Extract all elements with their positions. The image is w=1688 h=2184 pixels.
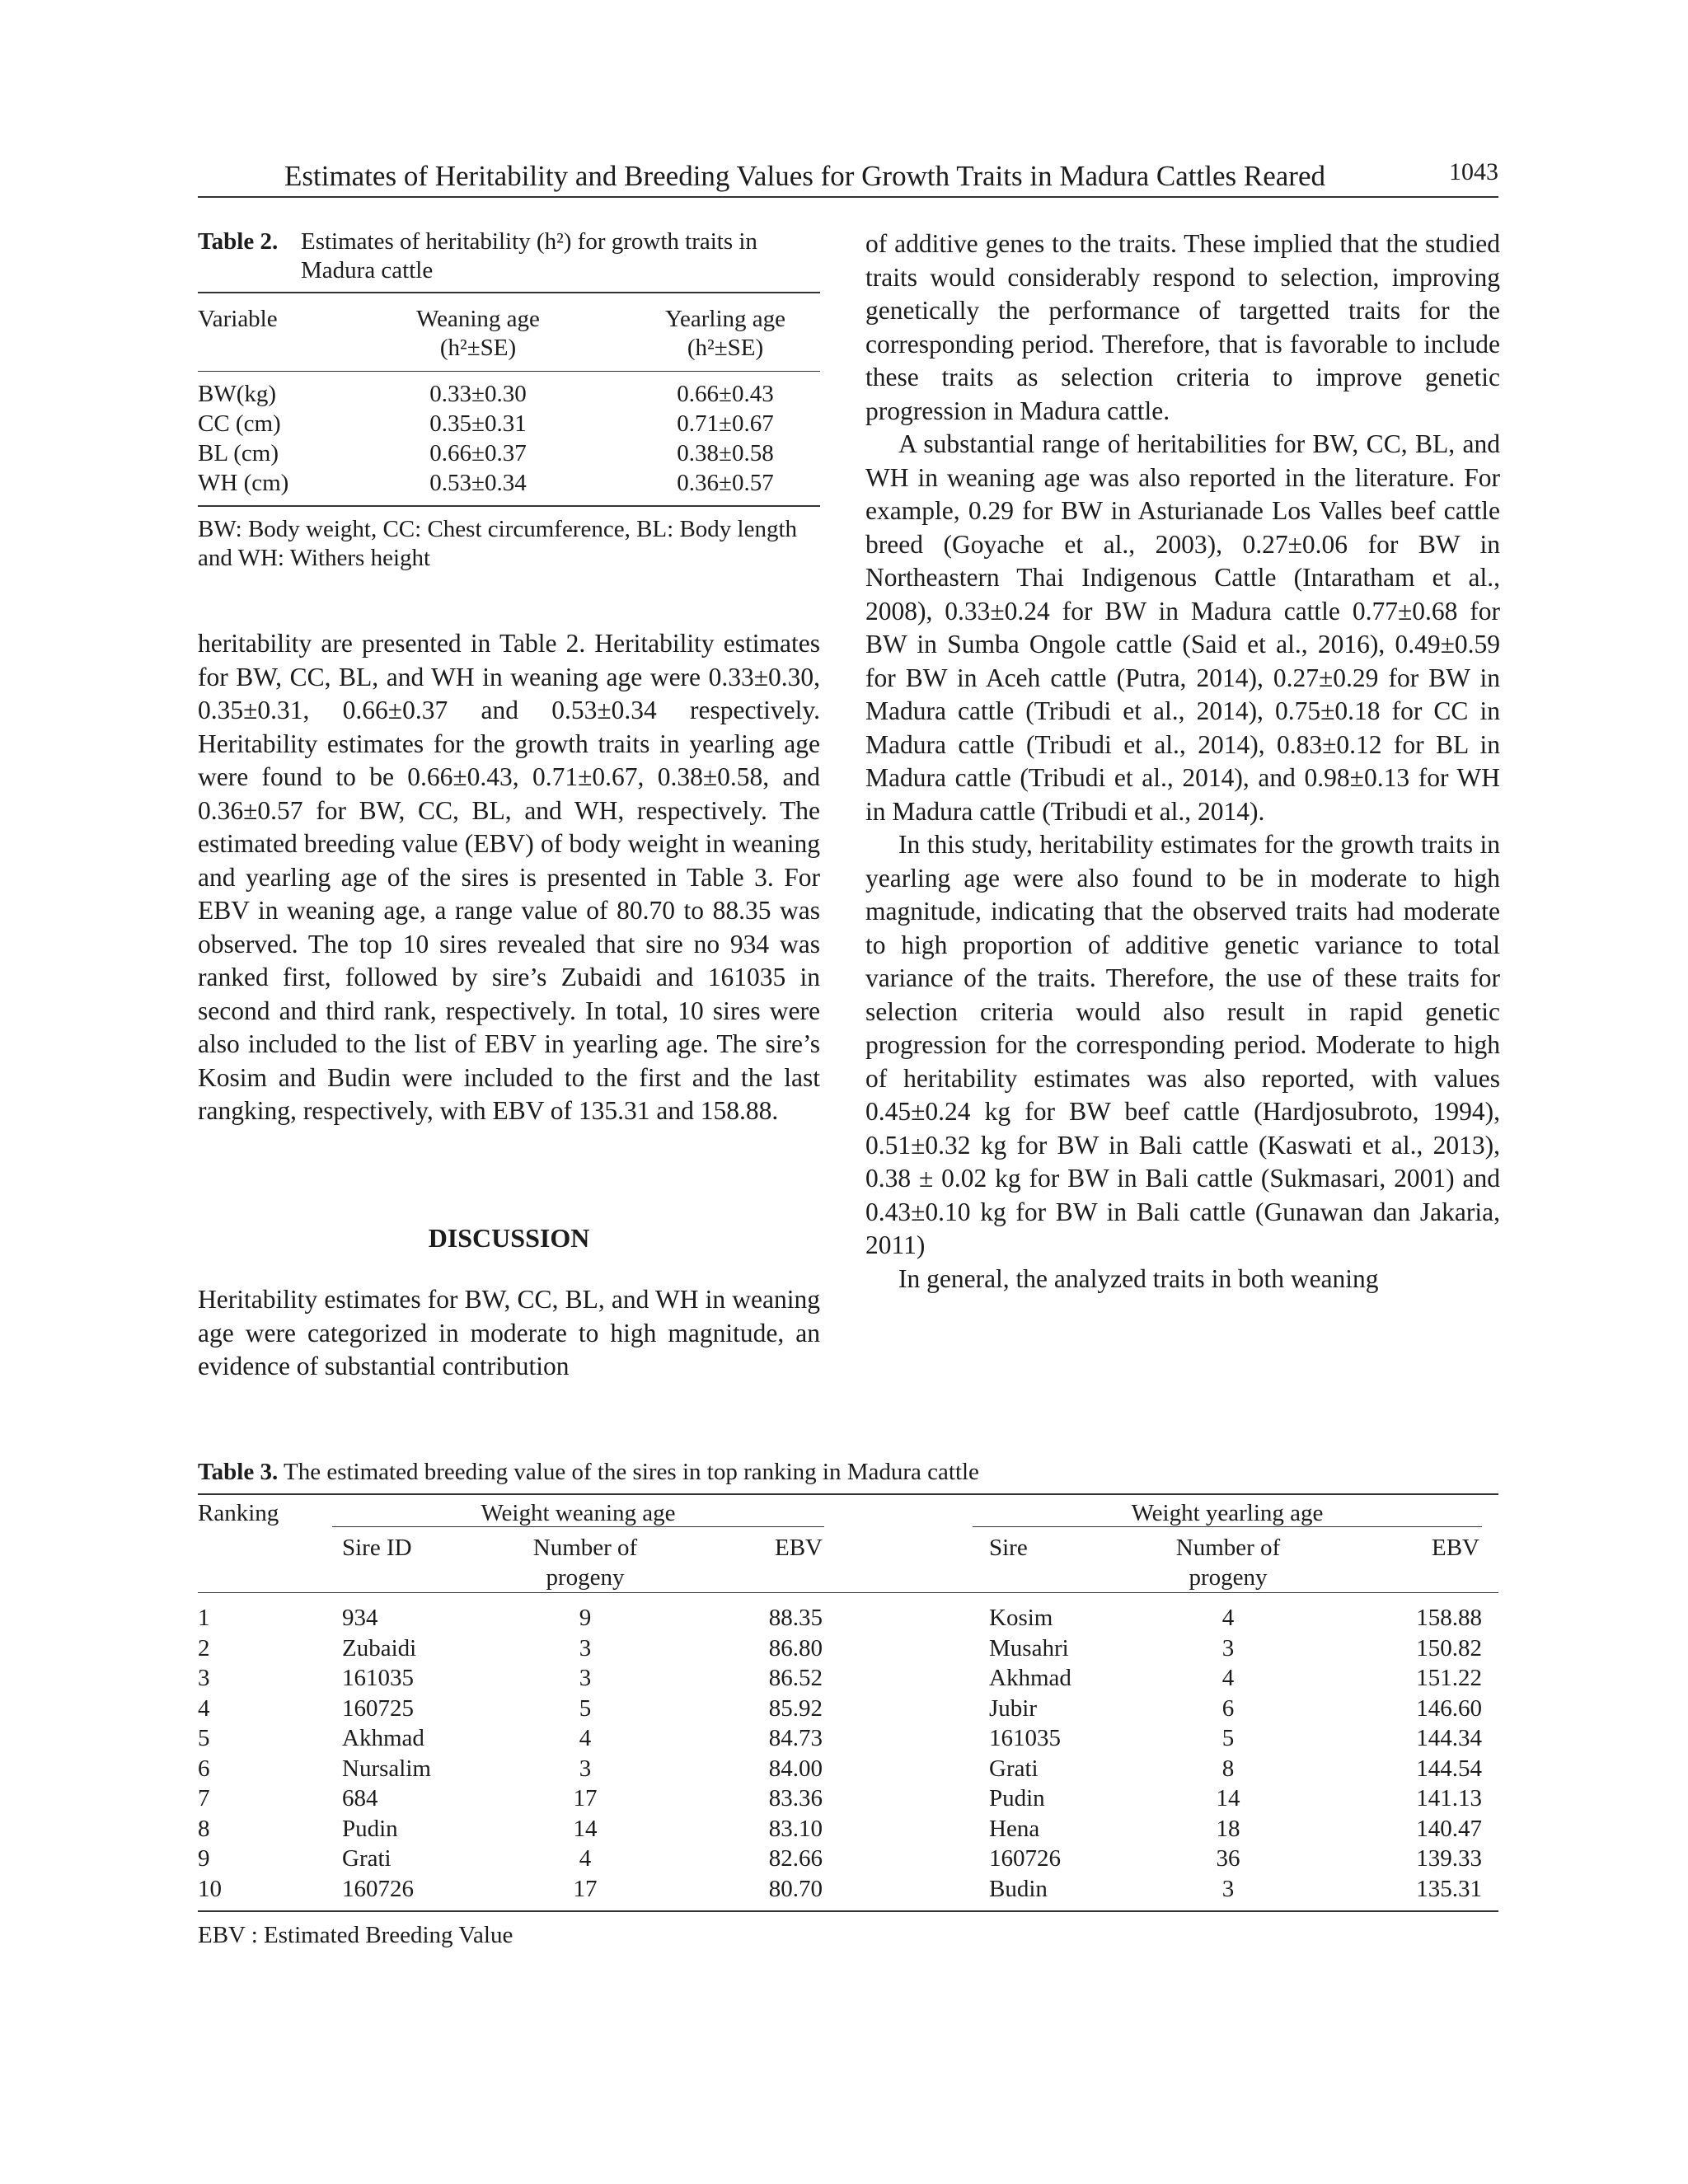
cell-weaning-sire: Nursalim bbox=[342, 1755, 431, 1782]
cell-weaning-sire: 161035 bbox=[342, 1665, 414, 1691]
group-weaning: Weight weaning age bbox=[481, 1500, 676, 1526]
table-3-mid-rule bbox=[198, 1592, 1498, 1593]
col-ebv-w: EBV bbox=[775, 1535, 823, 1561]
cell-yearling-progeny: 3 bbox=[1221, 1875, 1235, 1902]
table-3-caption-text: The estimated breeding value of the sires in top ranking in Madura cattle bbox=[283, 1459, 979, 1485]
cell-yearling-progeny: 8 bbox=[1221, 1755, 1235, 1782]
cell-yearling-ebv: 146.60 bbox=[1416, 1694, 1482, 1722]
cell-weaning-ebv: 82.66 bbox=[768, 1845, 823, 1872]
table-2-note: BW: Body weight, CC: Chest circumference, BL: Body length and WH: Withers height bbox=[198, 516, 798, 571]
table-row bbox=[198, 410, 820, 439]
col-weaning-label: Weaning age bbox=[416, 306, 540, 332]
col-sire-id: Sire ID bbox=[342, 1535, 412, 1561]
cell-weaning-ebv: 84.00 bbox=[768, 1755, 823, 1782]
cell-weaning-progeny: 4 bbox=[579, 1845, 592, 1872]
cell-yearling-sire: Jubir bbox=[989, 1694, 1037, 1722]
cell-weaning-progeny: 9 bbox=[579, 1605, 592, 1631]
col-progeny-w-1: Number of bbox=[532, 1535, 638, 1561]
col-variable: Variable bbox=[198, 306, 278, 332]
cell-rank: 4 bbox=[198, 1694, 210, 1722]
running-header bbox=[198, 155, 1498, 198]
col-yearling-sub: (h²±SE) bbox=[687, 335, 764, 361]
cell-weaning-progeny: 14 bbox=[573, 1815, 598, 1842]
right-column-text bbox=[865, 227, 1500, 1296]
table-3-header bbox=[198, 1495, 1498, 1592]
table-row bbox=[198, 1603, 1498, 1633]
cell-weaning-sire: 934 bbox=[342, 1605, 378, 1631]
col-sire: Sire bbox=[989, 1535, 1028, 1561]
cell-yearling-progeny: 14 bbox=[1216, 1785, 1240, 1811]
table-row bbox=[198, 380, 820, 410]
cell-weaning-ebv: 84.73 bbox=[768, 1725, 823, 1751]
cell-variable: BW(kg) bbox=[198, 381, 277, 407]
cell-weaning: 0.66±0.37 bbox=[429, 440, 527, 466]
cell-yearling-ebv: 151.22 bbox=[1416, 1665, 1482, 1691]
cell-yearling: 0.38±0.58 bbox=[677, 440, 774, 466]
cell-yearling-progeny: 36 bbox=[1216, 1845, 1240, 1872]
table-row bbox=[198, 439, 820, 469]
cell-yearling-ebv: 144.34 bbox=[1416, 1725, 1482, 1751]
group-yearling: Weight yearling age bbox=[1131, 1500, 1324, 1526]
cell-rank: 7 bbox=[198, 1785, 210, 1811]
page-number: 1043 bbox=[1449, 158, 1498, 185]
cell-weaning-ebv: 83.36 bbox=[768, 1785, 823, 1811]
col-progeny-y-2: progeny bbox=[1189, 1564, 1268, 1591]
results-paragraph: heritability are presented in Table 2. Heritability estimates for BW, CC, BL, and WH in weaning age were 0.33±0.30, 0.35±0.31, 0.66±0.37 and 0.53±0.34 respectively. Heritability estimates for the growth traits in yearling age were found to be 0.66±0.43, 0.71±0.67, 0.38±0.58, and 0.36±0.57 for BW, CC, BL, and WH, respectively. The estimated breeding value (EBV) of body weight in weaning and yearling age of the sires is presented in Table 3. For EBV in weaning age, a range value of 80.70 to 88.35 was observed. The top 10 sires revealed that sire no 934 was ranked first, followed by sire’s Zubaidi and 161035 in second and third rank, respectively. In total, 10 sires were also included to the list of EBV in yearling age. The sire’s Kosim and Budin were included to the first and the last rangking, respectively, with EBV of 135.31 and 158.88. bbox=[198, 629, 820, 1125]
cell-yearling: 0.71±0.67 bbox=[677, 410, 774, 437]
cell-weaning-sire: 684 bbox=[342, 1785, 378, 1811]
cell-yearling-ebv: 150.82 bbox=[1416, 1634, 1482, 1661]
cell-weaning-progeny: 3 bbox=[579, 1665, 592, 1691]
table-3-label: Table 3. bbox=[198, 1459, 279, 1485]
table-2-mid-rule bbox=[198, 371, 820, 372]
cell-variable: BL (cm) bbox=[198, 440, 279, 466]
cell-yearling-ebv: 141.13 bbox=[1416, 1785, 1482, 1811]
discussion-paragraph-container bbox=[198, 1283, 820, 1384]
table-row bbox=[198, 1874, 1498, 1905]
cell-weaning-sire: Pudin bbox=[342, 1815, 398, 1842]
table-2 bbox=[198, 227, 820, 573]
cell-weaning: 0.35±0.31 bbox=[429, 410, 527, 437]
right-paragraph-4: In general, the analyzed traits in both weaning bbox=[898, 1263, 1379, 1293]
cell-yearling-progeny: 6 bbox=[1221, 1694, 1235, 1722]
running-title: Estimates of Heritability and Breeding Values for Growth Traits in Madura Cattles Reared bbox=[284, 160, 1325, 192]
cell-yearling: 0.36±0.57 bbox=[677, 470, 774, 496]
col-weaning-sub: (h²±SE) bbox=[439, 335, 517, 361]
cell-yearling-progeny: 4 bbox=[1221, 1665, 1235, 1691]
cell-yearling-progeny: 4 bbox=[1221, 1605, 1235, 1631]
table-2-header bbox=[198, 300, 820, 368]
cell-variable: WH (cm) bbox=[198, 470, 289, 496]
cell-rank: 9 bbox=[198, 1845, 210, 1872]
table-2-bottom-rule bbox=[198, 505, 820, 507]
discussion-heading: DISCUSSION bbox=[428, 1223, 590, 1253]
cell-yearling-sire: Grati bbox=[989, 1755, 1039, 1782]
table-row bbox=[198, 1694, 1498, 1724]
cell-rank: 1 bbox=[198, 1605, 210, 1631]
cell-weaning-ebv: 80.70 bbox=[768, 1875, 823, 1902]
table-row bbox=[198, 1633, 1498, 1664]
cell-weaning-sire: Akhmad bbox=[342, 1725, 424, 1751]
cell-weaning-progeny: 3 bbox=[579, 1634, 592, 1661]
table-3-body bbox=[198, 1603, 1498, 1904]
cell-yearling-ebv: 158.88 bbox=[1416, 1605, 1482, 1631]
cell-rank: 8 bbox=[198, 1815, 210, 1842]
cell-yearling-sire: Hena bbox=[989, 1815, 1040, 1842]
table-row bbox=[198, 1754, 1498, 1784]
cell-yearling-ebv: 144.54 bbox=[1416, 1755, 1482, 1782]
right-paragraph-2: A substantial range of heritabilities for BW, CC, BL, and WH in weaning age was also reported in the literature. For example, 0.29 for BW in Asturianade Los Valles beef cattle breed (Goyache et al., 2003), 0.27±0.06 for BW in Northeastern Thai Indigenous Cattle (Intaratham et al., 2008), 0.33±0.24 for BW in Madura cattle 0.77±0.68 for BW in Sumba Ongole cattle (Said et al., 2016), 0.49±0.59 for BW in Aceh cattle (Putra, 2014), 0.27±0.29 for BW in Madura cattle (Tribudi et al., 2014), 0.75±0.18 for CC in Madura cattle (Tribudi et al., 2014), 0.83±0.12 for BL in Madura cattle (Tribudi et al., 2014), and 0.98±0.13 for WH in Madura cattle (Tribudi et al., 2014). bbox=[865, 429, 1500, 826]
cell-weaning: 0.33±0.30 bbox=[429, 381, 527, 407]
table-3 bbox=[198, 1457, 1498, 1950]
table-2-body bbox=[198, 380, 820, 499]
right-paragraph-1: of additive genes to the traits. These implied that the studied traits would considerably respond to selection, improving genetically the performance of targetted traits for the corresponding period. Therefore, that is favorable to include these traits as selection criteria to improve genetic progression in Madura cattle. bbox=[865, 229, 1500, 425]
cell-weaning-progeny: 17 bbox=[573, 1875, 598, 1902]
cell-yearling-ebv: 139.33 bbox=[1416, 1845, 1482, 1872]
col-yearling bbox=[602, 305, 849, 363]
discussion-paragraph: Heritability estimates for BW, CC, BL, and WH in weaning age were categorized in moderate to high magnitude, an evidence of substantial contribution bbox=[198, 1285, 820, 1380]
cell-yearling-sire: Akhmad bbox=[989, 1665, 1071, 1691]
col-weaning bbox=[354, 305, 602, 363]
col-ebv-y: EBV bbox=[1432, 1535, 1479, 1561]
cell-weaning-ebv: 88.35 bbox=[768, 1605, 823, 1631]
cell-yearling-sire: Budin bbox=[989, 1875, 1048, 1902]
col-progeny-y-1: Number of bbox=[1175, 1535, 1281, 1561]
table-row bbox=[198, 1783, 1498, 1814]
col-progeny-w-2: progeny bbox=[546, 1564, 625, 1591]
cell-variable: CC (cm) bbox=[198, 410, 281, 437]
cell-rank: 2 bbox=[198, 1634, 210, 1661]
cell-weaning-ebv: 86.52 bbox=[768, 1665, 823, 1691]
cell-weaning-progeny: 17 bbox=[573, 1785, 598, 1811]
table-row bbox=[198, 1723, 1498, 1754]
cell-yearling-ebv: 140.47 bbox=[1416, 1815, 1482, 1842]
cell-weaning-progeny: 3 bbox=[579, 1755, 592, 1782]
table-row bbox=[198, 469, 820, 499]
table-2-caption bbox=[198, 227, 820, 285]
cell-weaning-progeny: 5 bbox=[579, 1694, 592, 1722]
cell-rank: 10 bbox=[198, 1875, 222, 1902]
table-3-bottom-rule bbox=[198, 1910, 1498, 1912]
left-column-text bbox=[198, 627, 820, 1128]
cell-yearling: 0.66±0.43 bbox=[677, 381, 774, 407]
cell-weaning-ebv: 83.10 bbox=[768, 1815, 823, 1842]
table-2-top-rule bbox=[198, 292, 820, 293]
cell-yearling-ebv: 135.31 bbox=[1416, 1875, 1482, 1902]
cell-yearling-sire: 160726 bbox=[989, 1845, 1061, 1872]
cell-weaning-ebv: 86.80 bbox=[768, 1634, 823, 1661]
col-yearling-label: Yearling age bbox=[664, 306, 786, 332]
cell-rank: 5 bbox=[198, 1725, 210, 1751]
cell-weaning-ebv: 85.92 bbox=[768, 1694, 823, 1722]
cell-weaning-sire: Grati bbox=[342, 1845, 392, 1872]
table-3-footnote: EBV : Estimated Breeding Value bbox=[198, 1922, 513, 1948]
cell-weaning: 0.53±0.34 bbox=[429, 470, 527, 496]
cell-weaning-sire: 160726 bbox=[342, 1875, 414, 1902]
group-yearling-rule bbox=[973, 1526, 1482, 1527]
col-ranking: Ranking bbox=[198, 1500, 279, 1526]
group-weaning-rule bbox=[332, 1526, 824, 1527]
cell-weaning-progeny: 4 bbox=[579, 1725, 592, 1751]
cell-rank: 3 bbox=[198, 1665, 210, 1691]
cell-yearling-sire: 161035 bbox=[989, 1725, 1061, 1751]
cell-weaning-sire: Zubaidi bbox=[342, 1634, 417, 1661]
table-2-caption-text: Estimates of heritability (h²) for growth traits in Madura cattle bbox=[301, 228, 757, 284]
cell-yearling-progeny: 5 bbox=[1221, 1725, 1235, 1751]
table-row bbox=[198, 1814, 1498, 1844]
table-3-caption bbox=[198, 1457, 1498, 1487]
cell-rank: 6 bbox=[198, 1755, 210, 1782]
table-row bbox=[198, 1663, 1498, 1694]
cell-weaning-sire: 160725 bbox=[342, 1694, 414, 1722]
cell-yearling-sire: Kosim bbox=[989, 1605, 1053, 1631]
table-row bbox=[198, 1844, 1498, 1874]
table-2-label: Table 2. bbox=[198, 228, 279, 255]
cell-yearling-sire: Pudin bbox=[989, 1785, 1045, 1811]
cell-yearling-progeny: 3 bbox=[1221, 1634, 1235, 1661]
cell-yearling-sire: Musahri bbox=[989, 1634, 1069, 1661]
right-paragraph-3: In this study, heritability estimates for the growth traits in yearling age were also found to be in moderate to high magnitude, indicating that the observed traits had moderate to high proportion of additive genetic variance to total variance of the traits. Therefore, the use of these traits for selection criteria would also result in rapid genetic progression for the corresponding period. Moderate to high of heritability estimates was also reported, with values 0.45±0.24 kg for BW beef cattle (Hardjosubroto, 1994), 0.51±0.32 kg for BW in Bali cattle (Kaswati et al., 2013), 0.38 ± 0.02 kg for BW in Bali cattle (Sukmasari, 2001) and 0.43±0.10 kg for BW in Bali cattle (Gunawan dan Jakaria, 2011) bbox=[865, 830, 1500, 1259]
cell-yearling-progeny: 18 bbox=[1216, 1815, 1240, 1842]
